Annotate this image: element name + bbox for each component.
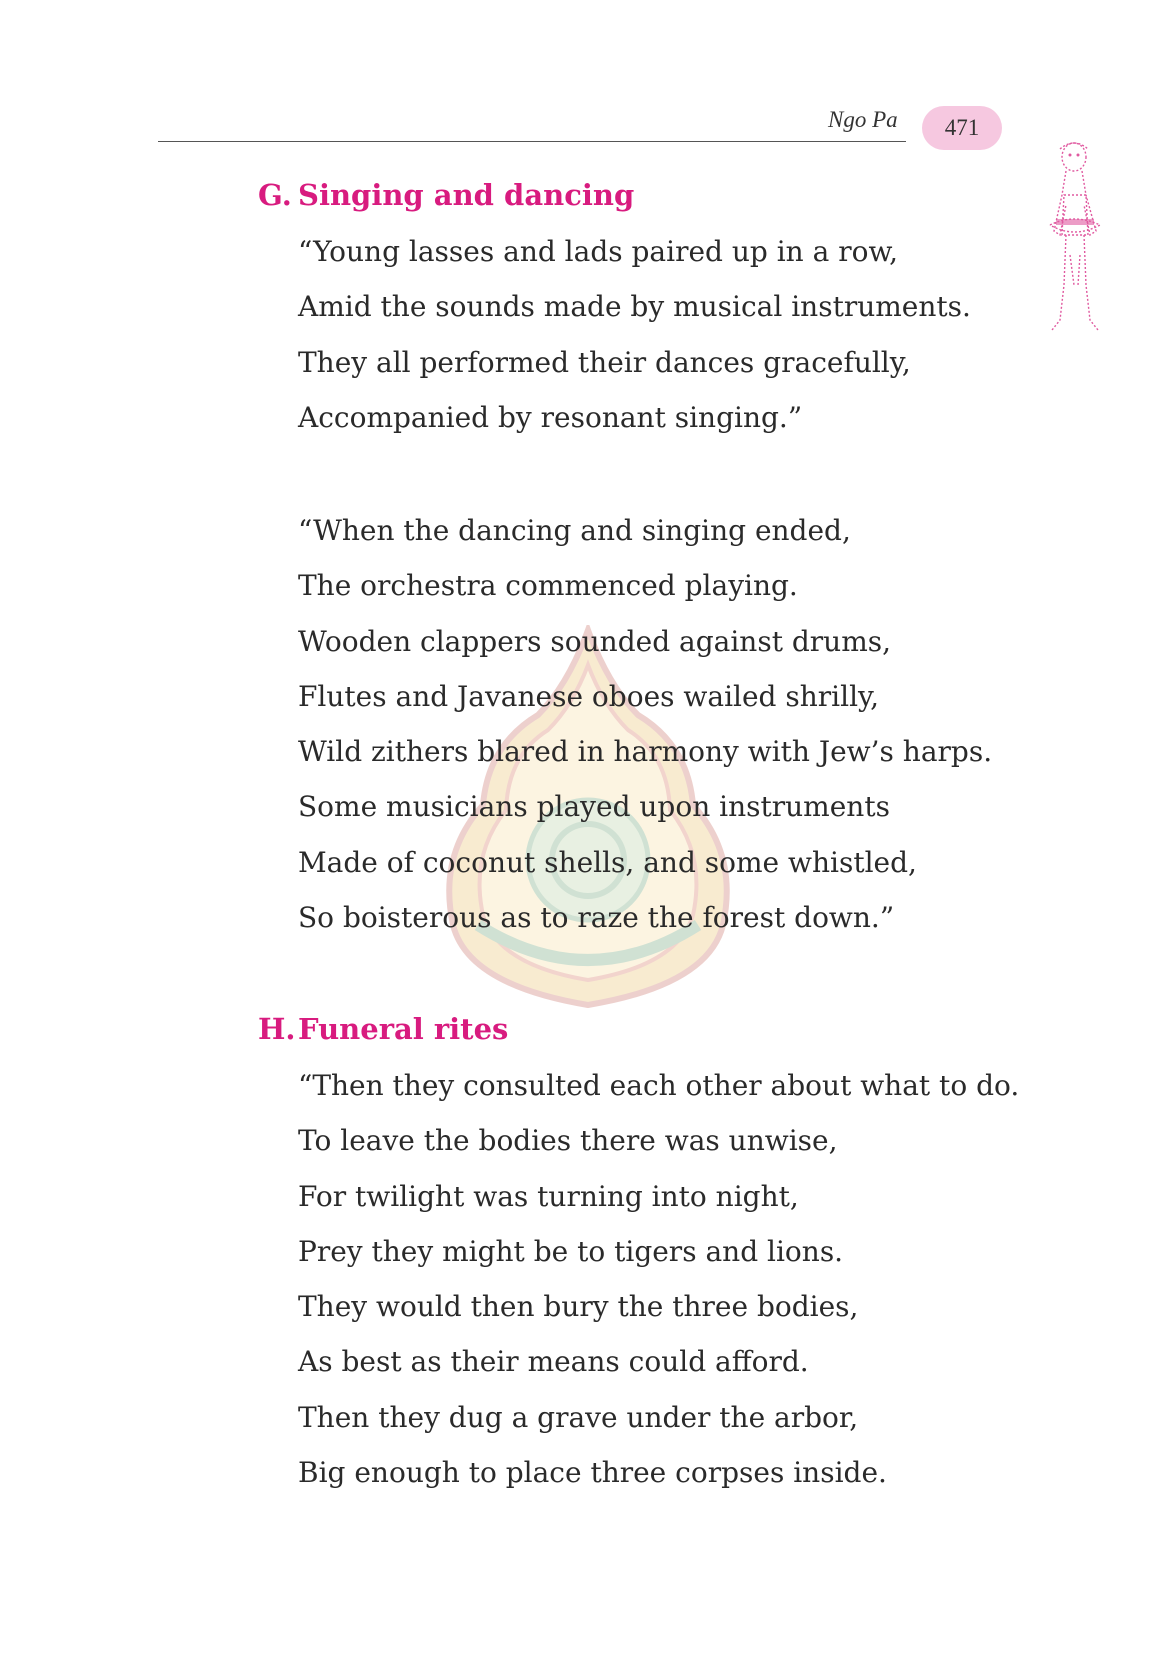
verse-line: “Then they consulted each other about what to do.	[298, 1069, 1020, 1102]
verse-line: For twilight was turning into night,	[298, 1179, 799, 1213]
section-letter: G.	[258, 178, 292, 212]
section-title: Funeral rites	[298, 1012, 509, 1046]
running-title: Ngo Pa	[828, 107, 898, 132]
page-number: 471	[922, 106, 1002, 150]
verse-line: Flutes and Javanese oboes wailed shrilly,	[298, 679, 880, 713]
verse-line: The orchestra commenced playing.	[298, 569, 798, 603]
verse-line: Big enough to place three corpses inside.	[298, 1456, 887, 1490]
verse-line: As best as their means could afford.	[298, 1345, 809, 1379]
verse-line: “When the dancing and singing ended,	[298, 514, 851, 547]
verse-line: They all performed their dances gracefully,	[298, 345, 911, 379]
verse-line: Amid the sounds made by musical instruments.	[298, 290, 971, 324]
figure-illustration-icon	[1030, 135, 1120, 340]
verse-line: Some musicians played upon instruments	[298, 790, 890, 824]
verse-stanza	[298, 1058, 1019, 1500]
verse-line: Then they dug a grave under the arbor,	[298, 1400, 859, 1434]
verse-stanza	[298, 224, 971, 445]
verse-line: Accompanied by resonant singing.”	[298, 400, 803, 434]
verse-line: Made of coconut shells, and some whistled,	[298, 845, 917, 879]
verse-line: Wooden clappers sounded against drums,	[298, 624, 892, 658]
section-heading	[258, 178, 634, 212]
verse-line: To leave the bodies there was unwise,	[298, 1124, 838, 1158]
section-letter: H.	[258, 1012, 296, 1046]
section-heading	[258, 1012, 508, 1046]
verse-line: They would then bury the three bodies,	[298, 1290, 859, 1324]
verse-line: So boisterous as to raze the forest down.”	[298, 901, 895, 935]
verse-stanza	[298, 503, 992, 945]
verse-line: Wild zithers blared in harmony with Jew’s harps.	[298, 735, 993, 769]
section-title: Singing and dancing	[298, 178, 635, 212]
header-rule	[158, 141, 906, 142]
verse-line: Prey they might be to tigers and lions.	[298, 1234, 844, 1268]
verse-line: “Young lasses and lads paired up in a row,	[298, 235, 898, 268]
